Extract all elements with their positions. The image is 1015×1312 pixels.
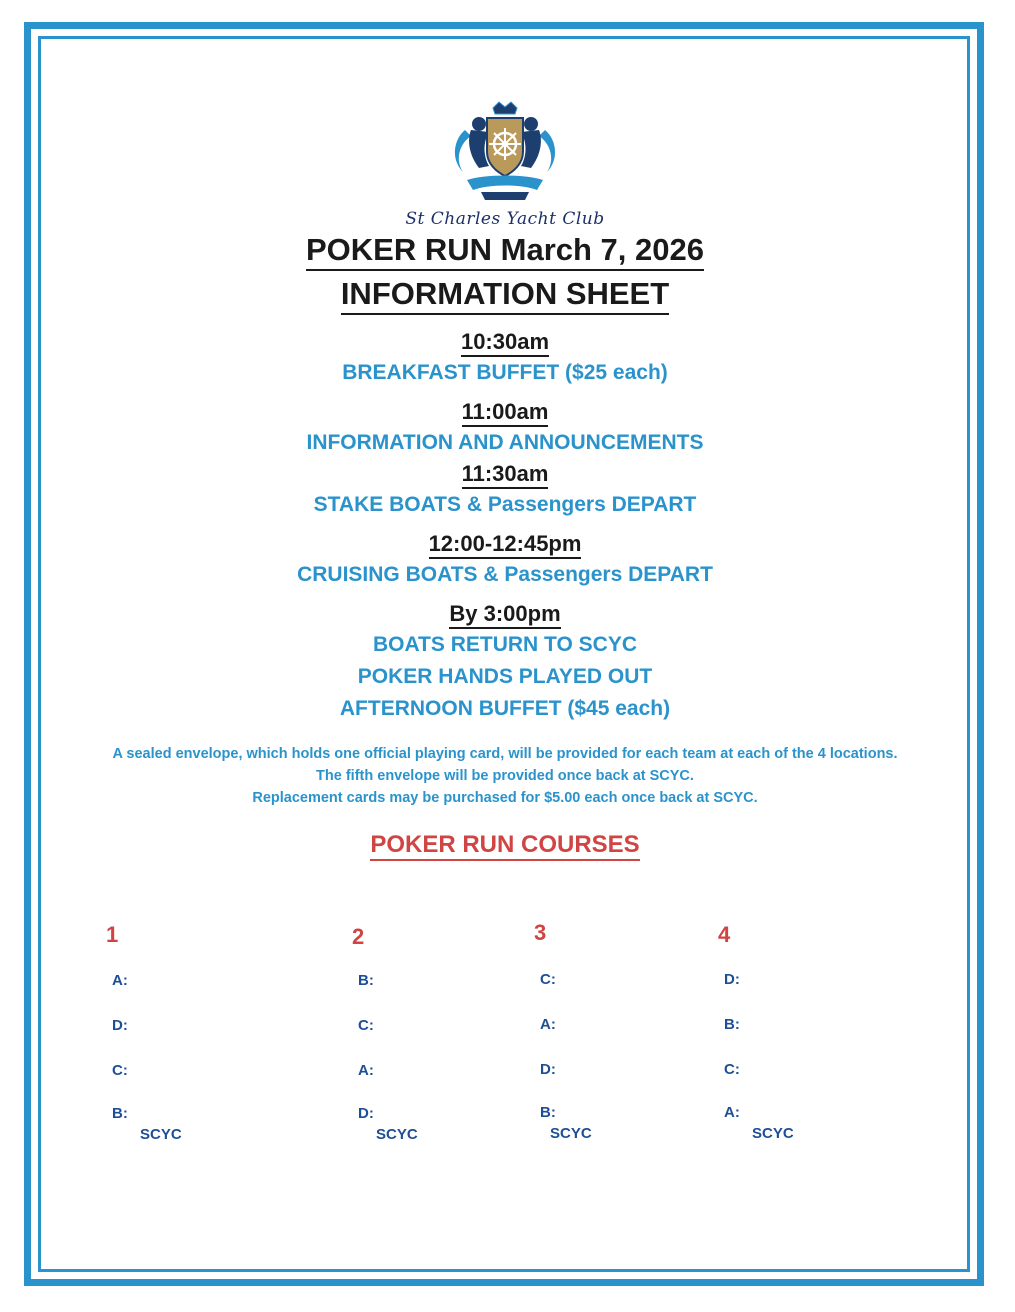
course-number: 3 [534,920,547,945]
schedule-time: 10:30am [461,329,549,357]
note-line: The fifth envelope will be provided once back at SCYC. [316,768,694,784]
course-column [718,920,898,1142]
course-stop: B: [540,1104,556,1121]
course-final-stop: SCYC [550,1125,592,1142]
schedule-item [50,601,960,725]
club-name: St Charles Yacht Club [405,209,605,229]
course-stop: B: [358,972,374,989]
envelope-notes [50,743,960,809]
course-stop: A: [540,1016,556,1033]
course-number: 1 [106,922,119,947]
course-stop: D: [540,1061,556,1078]
course-stop: A: [358,1062,374,1079]
yacht-club-crest-logo [445,100,565,205]
schedule-event: STAKE BOATS & Passengers DEPART [313,493,697,516]
course-final-stop: SCYC [752,1125,794,1142]
course-stop: C: [358,1017,374,1034]
schedule-time: By 3:00pm [449,601,560,629]
information-sheet [50,100,960,861]
schedule-event: INFORMATION AND ANNOUNCEMENTS [306,431,704,454]
schedule-item [50,461,960,521]
course-number: 2 [352,924,365,949]
course-stop: D: [724,971,740,988]
course-stop: B: [724,1016,740,1033]
schedule-item [50,531,960,591]
course-stop: D: [358,1105,374,1122]
schedule-event: CRUISING BOATS & Passengers DEPART [297,563,713,586]
course-final-stop: SCYC [140,1126,182,1143]
schedule-time: 11:00am [462,399,549,427]
schedule-time: 11:30am [462,461,549,489]
schedule-item [50,329,960,389]
course-stop: A: [112,972,128,989]
course-stop: C: [540,971,556,988]
course-stop: D: [112,1017,128,1034]
note-line: A sealed envelope, which holds one official playing card, will be provided for each team at each of the 4 locations. [112,746,898,762]
poker-run-courses [100,920,860,1180]
schedule-event: BREAKFAST BUFFET ($25 each) [342,361,668,384]
course-column [352,920,532,1143]
sheet-title: INFORMATION SHEET [341,275,669,315]
course-stop: C: [112,1062,128,1079]
course-column [106,920,286,1143]
course-final-stop: SCYC [376,1126,418,1143]
courses-title: POKER RUN COURSES [370,831,639,861]
event-title: POKER RUN March 7, 2026 [306,231,704,271]
course-stop: C: [724,1061,740,1078]
schedule-event: POKER HANDS PLAYED OUT [357,665,653,688]
schedule-item [50,399,960,459]
course-stop: B: [112,1105,128,1122]
schedule-time: 12:00-12:45pm [429,531,582,559]
schedule-event: AFTERNOON BUFFET ($45 each) [339,697,671,720]
note-line: Replacement cards may be purchased for $5.00 each once back at SCYC. [252,790,758,806]
course-column [534,920,714,1142]
course-stop: A: [724,1104,740,1121]
schedule-event: BOATS RETURN TO SCYC [372,633,638,656]
course-number: 4 [718,922,731,947]
